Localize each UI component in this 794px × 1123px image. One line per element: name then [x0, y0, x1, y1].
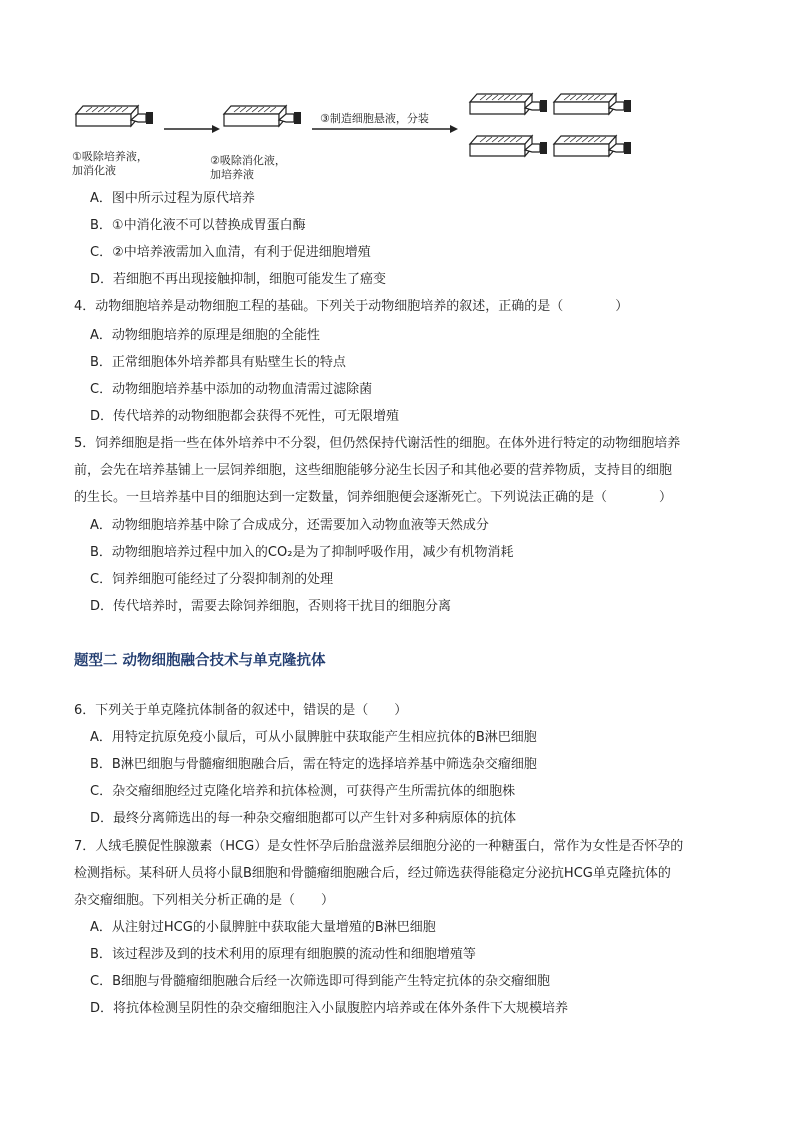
q5-stem-line-1: 5．饲养细胞是指一些在体外培养中不分裂，但仍然保持代谢活性的细胞。在体外进行特定的动物细胞培养 — [74, 436, 681, 451]
q7-stem-line-1: 7．人绒毛膜促性腺激素（HCG）是女性怀孕后胎盘滋养层细胞分泌的一种糖蛋白，常作为女性是否怀孕的 — [74, 839, 684, 854]
q7-option-b: B．该过程涉及到的技术利用的原理有细胞膜的流动性和细胞增殖等 — [90, 947, 476, 962]
q6-option-c: C．杂交瘤细胞经过克隆化培养和抗体检测，可获得产生所需抗体的细胞株 — [90, 784, 516, 799]
q7-stem-line-2: 检测指标。某科研人员将小鼠B细胞和骨髓瘤细胞融合后，经过筛选获得能稳定分泌抗HCG单克隆抗体的 — [74, 866, 671, 881]
q6-option-b: B．B淋巴细胞与骨髓瘤细胞融合后，需在特定的选择培养基中筛选杂交瘤细胞 — [90, 757, 537, 772]
q4-stem: 4．动物细胞培养是动物细胞工程的基础。下列关于动物细胞培养的叙述，正确的是（ ） — [74, 299, 629, 314]
q5-stem-line-3: 的生长。一旦培养基中目的细胞达到一定数量，饲养细胞便会逐渐死亡。下列说法正确的是（ ） — [74, 490, 673, 505]
step1-caption: ①吸除培养液， 加消化液 — [72, 150, 148, 177]
flask-3 — [470, 94, 547, 114]
flask-4 — [554, 94, 631, 114]
q6-stem: 6．下列关于单克隆抗体制备的叙述中，错误的是（ ） — [74, 703, 408, 718]
q7-stem-line-3: 杂交瘤细胞。下列相关分析正确的是（ ） — [74, 893, 335, 908]
q4-option-b: B．正常细胞体外培养都具有贴壁生长的特点 — [90, 355, 346, 370]
q6-option-d: D．最终分离筛选出的每一种杂交瘤细胞都可以产生针对多种病原体的抗体 — [90, 811, 517, 826]
q7-option-a: A．从注射过HCG的小鼠脾脏中获取能大量增殖的B淋巴细胞 — [90, 920, 436, 935]
flask-5 — [470, 136, 547, 156]
culture-process-diagram — [60, 92, 660, 187]
q5-option-b: B．动物细胞培养过程中加入的CO₂是为了抑制呼吸作用，减少有机物消耗 — [90, 545, 514, 560]
q3-option-b: B．①中消化液不可以替换成胃蛋白酶 — [90, 218, 306, 233]
flask-6 — [554, 136, 631, 156]
q4-option-a: A．动物细胞培养的原理是细胞的全能性 — [90, 328, 320, 343]
q5-option-d: D．传代培养时，需要去除饲养细胞，否则将干扰目的细胞分离 — [90, 599, 452, 614]
q5-stem-line-2: 前，会先在培养基铺上一层饲养细胞，这些细胞能够分泌生长因子和其他必要的营养物质，支持目的细胞 — [74, 463, 673, 478]
q5-option-c: C．饲养细胞可能经过了分裂抑制剂的处理 — [90, 572, 334, 587]
q4-option-c: C．动物细胞培养基中添加的动物血清需过滤除菌 — [90, 382, 373, 397]
flask-2 — [224, 106, 301, 126]
step2-caption: ②吸除消化液， 加培养液 — [210, 154, 286, 181]
q6-option-a: A．用特定抗原免疫小鼠后，可从小鼠脾脏中获取能产生相应抗体的B淋巴细胞 — [90, 730, 537, 745]
q5-option-a: A．动物细胞培养基中除了合成成分，还需要加入动物血液等天然成分 — [90, 518, 489, 533]
flask-diagram-svg — [60, 92, 660, 187]
flask-1 — [76, 106, 153, 126]
q3-option-d: D．若细胞不再出现接触抑制，细胞可能发生了癌变 — [90, 272, 387, 287]
q3-option-c: C．②中培养液需加入血清，有利于促进细胞增殖 — [90, 245, 371, 260]
q4-option-d: D．传代培养的动物细胞都会获得不死性，可无限增殖 — [90, 409, 400, 424]
step3-caption: ③制造细胞悬液，分装 — [320, 112, 429, 125]
section-heading: 题型二 动物细胞融合技术与单克隆抗体 — [74, 653, 326, 669]
q3-option-a: A．图中所示过程为原代培养 — [90, 191, 255, 206]
q7-option-c: C．B细胞与骨髓瘤细胞融合后经一次筛选即可得到能产生特定抗体的杂交瘤细胞 — [90, 974, 550, 989]
q7-option-d: D．将抗体检测呈阴性的杂交瘤细胞注入小鼠腹腔内培养或在体外条件下大规模培养 — [90, 1001, 569, 1016]
